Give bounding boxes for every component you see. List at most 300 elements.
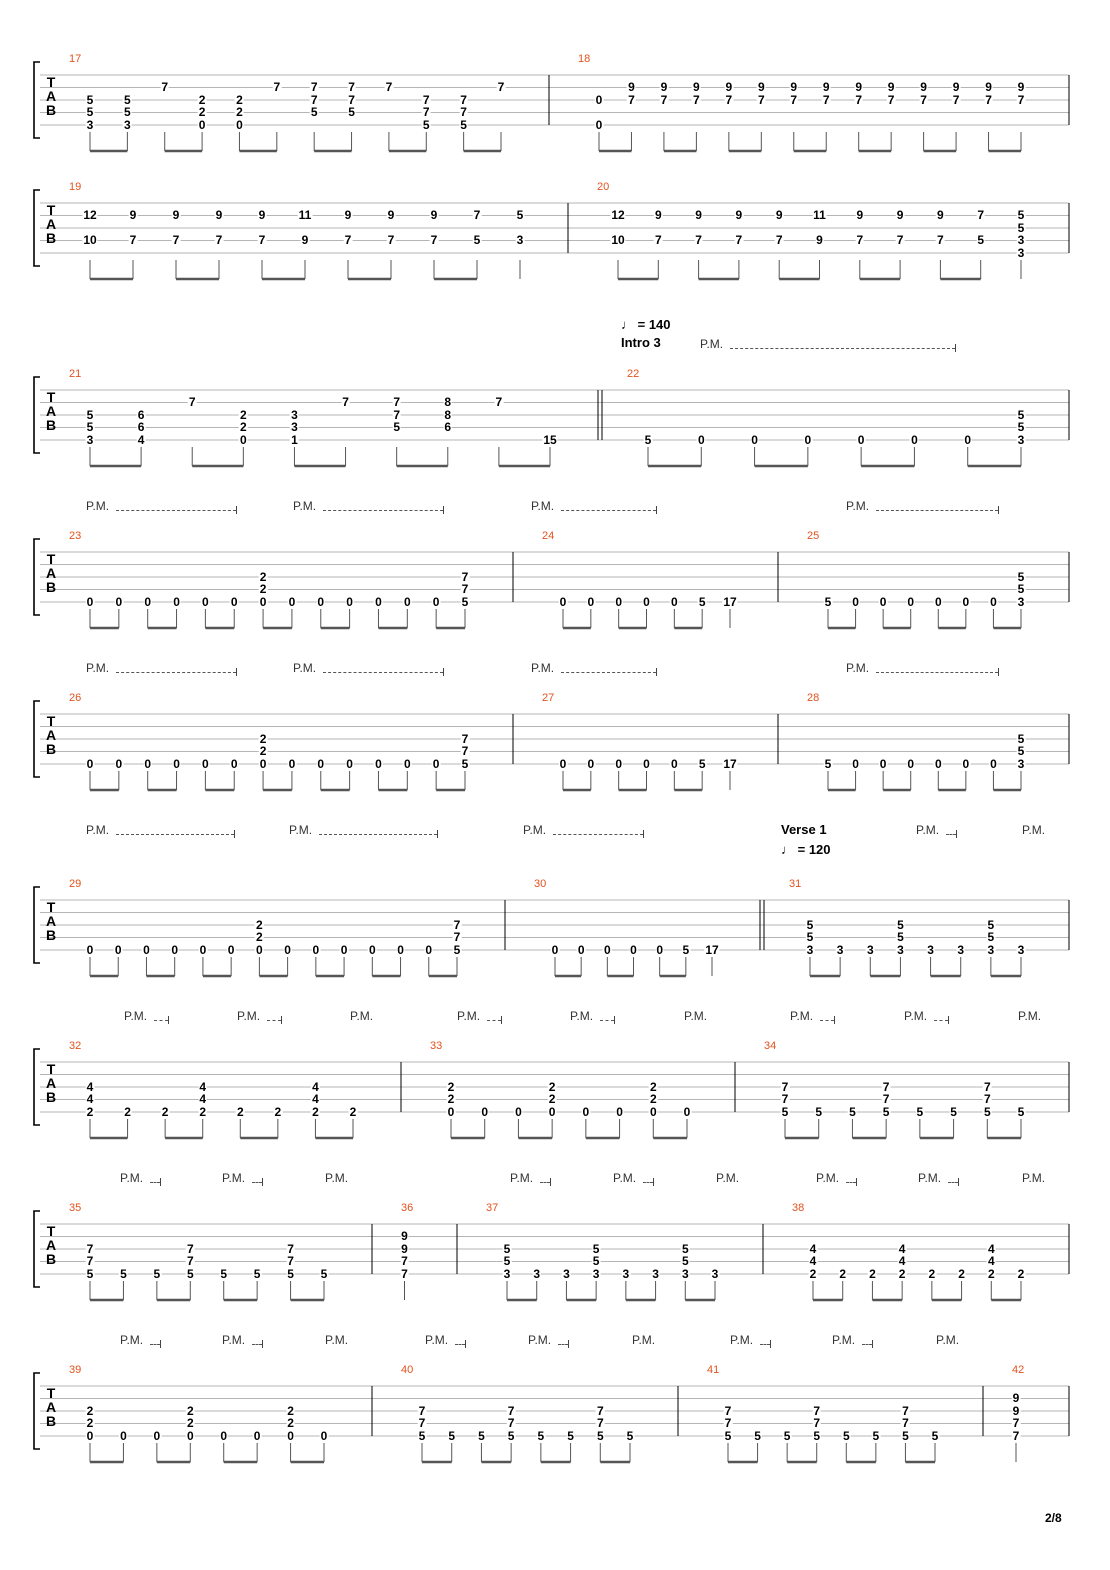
fret-number: 3 <box>1017 233 1025 247</box>
fret-number: 5 <box>287 1266 294 1281</box>
palm-mute-label: P.M. <box>700 337 724 351</box>
fret-number: 0 <box>284 942 291 957</box>
fret-number: 0 <box>577 942 585 957</box>
palm-mute-end <box>465 1340 466 1348</box>
fret-number: 17 <box>705 942 719 957</box>
fret-number: 5 <box>897 930 904 944</box>
tab-clef-letter: B <box>45 102 57 118</box>
fret-number: 9 <box>937 208 944 222</box>
fret-number: 7 <box>628 92 635 107</box>
tab-clef-letter: A <box>45 913 57 929</box>
fret-number: 3 <box>1017 942 1025 957</box>
fret-number: 9 <box>725 80 733 94</box>
fret-number: 0 <box>288 594 296 609</box>
fret-number: 0 <box>934 594 942 609</box>
fret-number: 5 <box>882 1104 890 1119</box>
tab-clef-letter: T <box>46 74 56 90</box>
fret-number: 0 <box>236 117 243 132</box>
fret-number: 3 <box>957 942 965 957</box>
palm-mute-label: P.M. <box>716 1171 740 1185</box>
tab-clef-letter: B <box>45 417 57 433</box>
fret-number: 0 <box>375 756 382 771</box>
fret-number: 0 <box>595 117 603 132</box>
fret-number: 2 <box>198 105 206 119</box>
fret-number: 9 <box>952 80 960 94</box>
fret-number: 5 <box>1017 582 1025 596</box>
palm-mute-label: P.M. <box>936 1333 960 1347</box>
fret-number: 2 <box>86 1416 94 1430</box>
bar-number: 40 <box>401 1364 414 1376</box>
fret-number: 4 <box>898 1254 906 1268</box>
palm-mute-end <box>281 1016 282 1024</box>
fret-number: 0 <box>670 594 678 609</box>
fret-number: 7 <box>422 92 430 107</box>
fret-number: 2 <box>548 1079 556 1094</box>
tab-clef-letter: A <box>45 1237 57 1253</box>
fret-number: 6 <box>444 420 452 434</box>
fret-number: 5 <box>592 1241 600 1256</box>
palm-mute-extension <box>730 348 955 349</box>
fret-number: 7 <box>724 1416 732 1430</box>
fret-number: 9 <box>430 208 438 222</box>
fret-number: 0 <box>186 1428 194 1443</box>
fret-number: 2 <box>987 1266 995 1281</box>
fret-number: 5 <box>754 1428 761 1443</box>
fret-number: 5 <box>1017 731 1025 746</box>
fret-number: 5 <box>849 1104 856 1119</box>
bar-number: 28 <box>807 692 820 704</box>
fret-number: 0 <box>548 1104 556 1119</box>
palm-mute-end <box>236 506 237 514</box>
fret-number: 0 <box>879 756 887 771</box>
fret-number: 7 <box>856 233 864 247</box>
fret-number: 0 <box>320 1428 328 1443</box>
palm-mute-label: P.M. <box>916 823 940 837</box>
palm-mute-end <box>958 1178 959 1186</box>
bar-number: 37 <box>486 1202 499 1214</box>
palm-mute-end <box>168 1016 169 1024</box>
fret-number: 3 <box>652 1266 659 1281</box>
fret-number: 5 <box>987 930 995 944</box>
bar-number: 29 <box>69 878 82 890</box>
fret-number: 0 <box>879 594 887 609</box>
fret-number: 9 <box>129 208 137 222</box>
fret-number: 0 <box>368 942 376 957</box>
fret-number: 5 <box>897 917 904 932</box>
fret-number: 7 <box>977 208 985 222</box>
palm-mute-label: P.M. <box>222 1171 246 1185</box>
palm-mute-extension <box>820 1020 834 1021</box>
fret-number: 9 <box>1017 80 1025 94</box>
fret-number: 4 <box>809 1254 817 1268</box>
fret-number: 2 <box>287 1416 294 1430</box>
tab-clef-letter: T <box>46 389 56 405</box>
fret-number: 5 <box>461 756 469 771</box>
fret-number: 10 <box>83 233 97 247</box>
fret-number: 7 <box>287 1254 294 1268</box>
fret-number: 7 <box>215 233 223 247</box>
fret-number: 1 <box>291 432 298 447</box>
palm-mute-extension <box>319 834 437 835</box>
fret-number: 3 <box>533 1266 541 1281</box>
fret-number: 7 <box>902 1403 909 1418</box>
fret-number: 0 <box>559 594 567 609</box>
palm-mute-end <box>770 1340 771 1348</box>
fret-number: 5 <box>86 407 94 422</box>
fret-number: 9 <box>387 208 395 222</box>
bar-number: 21 <box>69 368 82 380</box>
fret-number: 0 <box>86 1428 94 1443</box>
fret-number: 0 <box>481 1104 489 1119</box>
fret-number: 0 <box>934 756 942 771</box>
fret-number: 5 <box>781 1104 789 1119</box>
fret-number: 9 <box>816 233 823 247</box>
palm-mute-label: P.M. <box>350 1009 374 1023</box>
fret-number: 2 <box>186 1416 194 1430</box>
tab-clef-letter: T <box>46 202 56 218</box>
fret-number: 7 <box>725 92 733 107</box>
fret-number: 3 <box>291 420 298 434</box>
fret-number: 5 <box>153 1266 161 1281</box>
palm-mute-extension <box>760 1344 770 1345</box>
fret-number: 9 <box>757 80 765 94</box>
fret-number: 12 <box>611 208 625 222</box>
fret-number: 7 <box>401 1266 408 1281</box>
fret-number: 9 <box>856 208 864 222</box>
bar-number: 18 <box>578 53 591 65</box>
fret-number: 0 <box>397 942 404 957</box>
fret-number: 3 <box>86 432 94 447</box>
fret-number: 5 <box>453 942 461 957</box>
palm-mute-end <box>653 1178 654 1186</box>
palm-mute-extension <box>252 1344 262 1345</box>
fret-number: 7 <box>507 1403 515 1418</box>
tab-clef-letter: T <box>46 713 56 729</box>
fret-number: 0 <box>587 594 595 609</box>
fret-number: 5 <box>592 1254 600 1268</box>
fret-number: 0 <box>346 594 353 609</box>
fret-number: 5 <box>478 1428 485 1443</box>
palm-mute-end <box>998 506 999 514</box>
fret-number: 7 <box>735 233 743 247</box>
palm-mute-label: P.M. <box>730 1333 754 1347</box>
fret-number: 5 <box>448 1428 456 1443</box>
palm-mute-label: P.M. <box>1022 823 1046 837</box>
fret-number: 7 <box>1012 1416 1020 1430</box>
fret-number: 0 <box>559 756 567 771</box>
fret-number: 5 <box>950 1104 957 1119</box>
palm-mute-end <box>656 506 657 514</box>
bar-number: 19 <box>69 181 82 193</box>
fret-number: 5 <box>644 432 652 447</box>
fret-number: 9 <box>628 80 635 94</box>
fret-number: 0 <box>670 756 678 771</box>
palm-mute-extension <box>946 834 956 835</box>
palm-mute-extension <box>934 1020 948 1021</box>
fret-number: 3 <box>987 942 995 957</box>
fret-number: 7 <box>418 1416 426 1430</box>
fret-number: 5 <box>86 420 94 434</box>
tab-clef-letter: T <box>46 1223 56 1239</box>
fret-number: 5 <box>186 1266 194 1281</box>
tab-clef-letter: B <box>45 230 57 246</box>
fret-number: 0 <box>911 432 918 447</box>
fret-number: 0 <box>199 942 207 957</box>
palm-mute-label: P.M. <box>632 1333 656 1347</box>
palm-mute-label: P.M. <box>846 661 870 675</box>
fret-number: 7 <box>258 233 266 247</box>
fret-number: 5 <box>124 92 131 107</box>
palm-mute-label: P.M. <box>120 1171 144 1185</box>
fret-number: 0 <box>86 756 94 771</box>
fret-number: 7 <box>344 233 352 247</box>
fret-number: 0 <box>582 1104 590 1119</box>
palm-mute-label: P.M. <box>293 661 317 675</box>
fret-number: 3 <box>563 1266 570 1281</box>
fret-number: 0 <box>962 594 970 609</box>
fret-number: 9 <box>790 80 798 94</box>
fret-number: 5 <box>507 1428 515 1443</box>
palm-mute-end <box>656 668 657 676</box>
fret-number: 5 <box>682 942 690 957</box>
fret-number: 2 <box>869 1266 876 1281</box>
tab-clef-letter: T <box>46 551 56 567</box>
fret-number: 4 <box>199 1079 207 1094</box>
fret-number: 0 <box>239 432 247 447</box>
fret-number: 9 <box>344 208 352 222</box>
fret-number: 2 <box>349 1104 357 1119</box>
fret-number: 0 <box>551 942 559 957</box>
fret-number: 7 <box>401 1254 408 1268</box>
tab-clef-letter: A <box>45 1399 57 1415</box>
fret-number: 0 <box>804 432 812 447</box>
fret-number: 4 <box>809 1241 817 1256</box>
bar-number: 35 <box>69 1202 82 1214</box>
tab-clef-letter: B <box>45 1251 57 1267</box>
palm-mute-label: P.M. <box>918 1171 942 1185</box>
fret-number: 5 <box>86 105 94 119</box>
fret-number: 11 <box>813 208 826 222</box>
fret-number: 5 <box>86 1266 94 1281</box>
fret-number: 5 <box>842 1428 850 1443</box>
palm-mute-extension <box>323 510 443 511</box>
fret-number: 5 <box>987 917 995 932</box>
tab-clef-letter: B <box>45 1413 57 1429</box>
fret-number: 0 <box>317 594 325 609</box>
fret-number: 0 <box>852 756 859 771</box>
fret-number: 5 <box>724 1428 732 1443</box>
page-number: 2/8 <box>1045 1511 1062 1525</box>
fret-number: 7 <box>695 233 702 247</box>
fret-number: 0 <box>312 942 320 957</box>
palm-mute-end <box>856 1178 857 1186</box>
fret-number: 9 <box>985 80 992 94</box>
palm-mute-end <box>234 830 235 838</box>
fret-number: 0 <box>595 92 603 107</box>
fret-number: 0 <box>86 942 94 957</box>
fret-number: 5 <box>1017 208 1025 222</box>
fret-number: 5 <box>422 117 430 132</box>
palm-mute-extension <box>150 1182 160 1183</box>
fret-number: 2 <box>239 407 247 422</box>
fret-number: 9 <box>775 208 783 222</box>
fret-number: 3 <box>681 1266 689 1281</box>
fret-number: 3 <box>897 942 904 957</box>
fret-number: 5 <box>681 1254 689 1268</box>
tab-clef-letter: A <box>45 403 57 419</box>
system-bracket <box>34 1373 40 1449</box>
fret-number: 7 <box>724 1403 732 1418</box>
tab-clef-letter: B <box>45 579 57 595</box>
fret-number: 2 <box>274 1104 282 1119</box>
fret-number: 0 <box>115 594 123 609</box>
fret-number: 7 <box>273 80 281 94</box>
palm-mute-extension <box>862 1344 872 1345</box>
fret-number: 0 <box>432 594 440 609</box>
palm-mute-end <box>443 668 444 676</box>
fret-number: 2 <box>256 917 263 932</box>
fret-number: 5 <box>418 1428 426 1443</box>
fret-number: 0 <box>86 594 94 609</box>
fret-number: 0 <box>403 756 411 771</box>
fret-number: 2 <box>809 1266 817 1281</box>
fret-number: 9 <box>1012 1403 1020 1418</box>
fret-number: 7 <box>287 1241 294 1256</box>
fret-number: 2 <box>1017 1266 1025 1281</box>
bar-number: 31 <box>789 878 802 890</box>
fret-number: 3 <box>503 1266 511 1281</box>
fret-number: 7 <box>310 92 318 107</box>
fret-number: 0 <box>173 594 180 609</box>
fret-number: 0 <box>603 942 611 957</box>
fret-number: 7 <box>348 80 355 94</box>
palm-mute-extension <box>487 1020 501 1021</box>
palm-mute-label: P.M. <box>528 1333 552 1347</box>
fret-number: 10 <box>611 233 625 247</box>
fret-number: 7 <box>188 395 196 409</box>
fret-number: 5 <box>698 756 706 771</box>
fret-number: 2 <box>312 1104 319 1119</box>
palm-mute-end <box>160 1340 161 1348</box>
tab-clef-letter: B <box>45 1089 57 1105</box>
fret-number: 2 <box>447 1079 455 1094</box>
fret-number: 9 <box>887 80 895 94</box>
fret-number: 7 <box>781 1079 789 1094</box>
fret-number: 5 <box>596 1428 604 1443</box>
fret-number: 5 <box>783 1428 791 1443</box>
fret-number: 2 <box>256 930 263 944</box>
bar-number: 24 <box>542 530 555 542</box>
fret-number: 0 <box>253 1428 261 1443</box>
fret-number: 5 <box>1017 1104 1025 1119</box>
palm-mute-extension <box>643 1182 653 1183</box>
fret-number: 9 <box>855 80 863 94</box>
palm-mute-label: P.M. <box>790 1009 814 1023</box>
fret-number: 0 <box>643 756 650 771</box>
fret-number: 7 <box>461 731 469 746</box>
fret-number: 0 <box>287 1428 294 1443</box>
fret-number: 0 <box>173 756 180 771</box>
fret-number: 5 <box>503 1254 511 1268</box>
palm-mute-label: P.M. <box>86 661 110 675</box>
palm-mute-extension <box>540 1182 550 1183</box>
fret-number: 7 <box>822 92 830 107</box>
fret-number: 0 <box>990 756 997 771</box>
fret-number: 0 <box>375 594 382 609</box>
fret-number: 7 <box>161 80 169 94</box>
fret-number: 5 <box>320 1266 328 1281</box>
tab-clef-letter: A <box>45 727 57 743</box>
fret-number: 2 <box>186 1403 194 1418</box>
fret-number: 9 <box>822 80 830 94</box>
tab-clef-letter: B <box>45 741 57 757</box>
fret-number: 7 <box>983 1079 991 1094</box>
palm-mute-extension <box>600 1020 614 1021</box>
palm-mute-extension <box>948 1182 958 1183</box>
fret-number: 9 <box>735 208 743 222</box>
palm-mute-end <box>834 1016 835 1024</box>
fret-number: 0 <box>751 432 758 447</box>
fret-number: 7 <box>460 92 467 107</box>
fret-number: 3 <box>1017 432 1025 447</box>
fret-number: 4 <box>312 1079 319 1094</box>
fret-number: 5 <box>806 917 814 932</box>
fret-number: 0 <box>852 594 859 609</box>
palm-mute-extension <box>252 1182 262 1183</box>
fret-number: 2 <box>124 1104 131 1119</box>
fret-number: 5 <box>537 1428 545 1443</box>
fret-number: 9 <box>401 1229 408 1243</box>
fret-number: 3 <box>86 117 94 132</box>
fret-number: 4 <box>86 1092 94 1106</box>
fret-number: 2 <box>287 1403 294 1418</box>
fret-number: 4 <box>199 1092 207 1106</box>
tab-clef-letter: T <box>46 899 56 915</box>
palm-mute-end <box>643 830 644 838</box>
fret-number: 6 <box>137 420 145 434</box>
tab-clef-letter: A <box>45 1075 57 1091</box>
palm-mute-end <box>998 668 999 676</box>
fret-number: 0 <box>615 756 622 771</box>
fret-number: 0 <box>317 756 325 771</box>
fret-number: 7 <box>813 1416 821 1430</box>
fret-number: 7 <box>596 1416 604 1430</box>
fret-number: 7 <box>882 1079 890 1094</box>
fret-number: 7 <box>86 1254 94 1268</box>
fret-number: 0 <box>515 1104 522 1119</box>
fret-number: 9 <box>172 208 180 222</box>
fret-number: 5 <box>626 1428 634 1443</box>
fret-number: 7 <box>495 395 503 409</box>
palm-mute-extension <box>553 834 643 835</box>
fret-number: 0 <box>587 756 595 771</box>
fret-number: 0 <box>643 594 650 609</box>
fret-number: 2 <box>958 1266 965 1281</box>
palm-mute-end <box>236 668 237 676</box>
fret-number: 0 <box>288 756 296 771</box>
fret-number: 0 <box>340 942 348 957</box>
palm-mute-end <box>262 1178 263 1186</box>
fret-number: 2 <box>259 582 267 596</box>
palm-mute-label: P.M. <box>846 499 870 513</box>
fret-number: 0 <box>697 432 705 447</box>
fret-number: 7 <box>902 1416 909 1430</box>
palm-mute-label: P.M. <box>325 1171 349 1185</box>
fret-number: 0 <box>259 756 267 771</box>
fret-number: 7 <box>693 92 700 107</box>
fret-number: 5 <box>902 1428 909 1443</box>
fret-number: 5 <box>516 208 524 222</box>
